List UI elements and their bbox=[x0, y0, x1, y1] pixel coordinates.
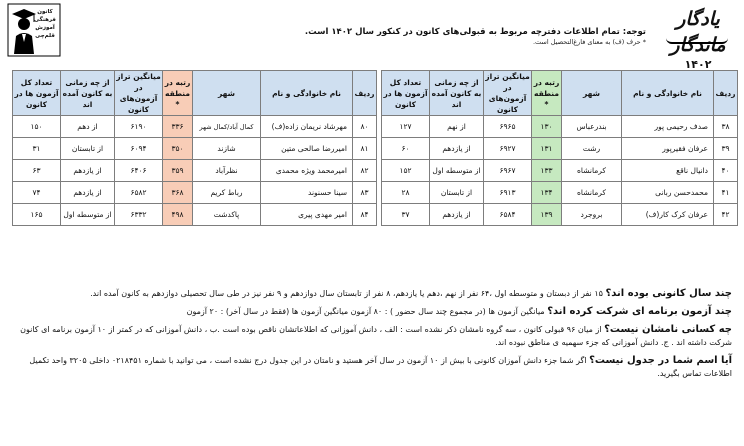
col-city: شهر bbox=[193, 71, 261, 116]
cell-since: از تابستان bbox=[430, 182, 484, 204]
cell-avg: ۶۰۹۴ bbox=[115, 138, 163, 160]
col-rank: رتبه در منطقه * bbox=[163, 71, 193, 116]
cell-city: کمال آباد/کمال شهر bbox=[193, 116, 261, 138]
table-row bbox=[382, 182, 738, 204]
notice-footnote: * حرف (ف) به معنای فارغ‌التحصیل است. bbox=[532, 38, 646, 46]
cell-rank: ۳۳۶ bbox=[163, 116, 193, 138]
cell-count: ۱۲۷ bbox=[382, 116, 430, 138]
logo-text: کانون فرهنگی آموزش قلم‌چی bbox=[34, 9, 56, 39]
cell-name: دانیال ناقع bbox=[622, 160, 714, 182]
col-count: تعداد کل آزمون ها در کانون bbox=[382, 71, 430, 116]
col-name: نام خانوادگی و نام bbox=[261, 71, 353, 116]
cell-count: ۱۵۰ bbox=[13, 116, 61, 138]
cell-row: ۴۱ bbox=[714, 182, 738, 204]
faq-item bbox=[12, 287, 732, 300]
table-row bbox=[382, 204, 738, 226]
cell-row: ۳۹ bbox=[714, 138, 738, 160]
cell-name: عرفان فقیرپور bbox=[622, 138, 714, 160]
cell-row: ۸۲ bbox=[353, 160, 377, 182]
cell-count: ۲۸ bbox=[382, 182, 430, 204]
notice-line: توجه: تمام اطلاعات دفترچه مربوط به قبولی‌های کانون در کنکور سال ۱۴۰۲ است. bbox=[304, 27, 646, 37]
cell-since: از یازدهم bbox=[61, 160, 115, 182]
cell-since: از نهم bbox=[430, 116, 484, 138]
cell-row: ۸۱ bbox=[353, 138, 377, 160]
faq-question: چند سال کانونی بوده اند؟ bbox=[605, 288, 732, 299]
cell-count: ۳۱ bbox=[13, 138, 61, 160]
faq-question: چند آزمون برنامه ای شرکت کرده اند؟ bbox=[547, 306, 732, 317]
cell-since: از تابستان bbox=[61, 138, 115, 160]
col-name: نام خانوادگی و نام bbox=[622, 71, 714, 116]
cell-avg: ۶۴۰۶ bbox=[115, 160, 163, 182]
col-city: شهر bbox=[562, 71, 622, 116]
cell-since: از متوسطه اول bbox=[61, 204, 115, 226]
cell-city: رشت bbox=[562, 138, 622, 160]
cell-avg: ۶۳۳۲ bbox=[115, 204, 163, 226]
cell-rank: ۳۶۸ bbox=[163, 182, 193, 204]
col-since: از چه زمانی به کانون آمده اند bbox=[61, 71, 115, 116]
header bbox=[0, 0, 744, 71]
cell-city: بروجرد bbox=[562, 204, 622, 226]
table-row bbox=[382, 116, 738, 138]
brand-year: ۱۴۰۲ bbox=[684, 58, 712, 71]
cell-count: ۱۶۵ bbox=[13, 204, 61, 226]
faq-question: آیا اسم شما در جدول نیست؟ bbox=[589, 355, 732, 366]
faq-answer: اگر شما جزء دانش آموزان کانونی با بیش از ۱۰ آزمون در سال آخر هستید و نامتان در این جدول درج نشده است ، می توانید با شماره ۰۲۱۸۴۵۱ داخلی ۳۲۰۵ واحد تکمیل اطلاعات تماس بگیرید. bbox=[29, 356, 732, 378]
cell-name: امیر مهدی پیری bbox=[261, 204, 353, 226]
cell-count: ۷۴ bbox=[13, 182, 61, 204]
cell-row: ۸۳ bbox=[353, 182, 377, 204]
cell-name: محمدحسن ربانی bbox=[622, 182, 714, 204]
cell-count: ۱۵۲ bbox=[382, 160, 430, 182]
cell-avg: ۶۱۹۰ bbox=[115, 116, 163, 138]
table-row bbox=[382, 160, 738, 182]
cell-avg: ۶۵۸۲ bbox=[115, 182, 163, 204]
notice bbox=[106, 26, 646, 47]
cell-row: ۳۸ bbox=[714, 116, 738, 138]
col-rank: رتبه در منطقه * bbox=[532, 71, 562, 116]
cell-name: امیررضا صالحی متین bbox=[261, 138, 353, 160]
cell-rank: ۱۳۳ bbox=[532, 160, 562, 182]
brand-logo bbox=[660, 6, 736, 71]
cell-avg: ۶۹۱۳ bbox=[484, 182, 532, 204]
cell-since: از دهم bbox=[61, 116, 115, 138]
faq-item bbox=[12, 354, 732, 380]
cell-since: از متوسطه اول bbox=[430, 160, 484, 182]
faq-section bbox=[12, 287, 732, 385]
cell-rank: ۳۵۹ bbox=[163, 160, 193, 182]
cell-rank: ۱۳۰ bbox=[532, 116, 562, 138]
cell-row: ۴۲ bbox=[714, 204, 738, 226]
cell-since: از یازدهم bbox=[61, 182, 115, 204]
cell-avg: ۶۹۲۷ bbox=[484, 138, 532, 160]
cell-since: از یازدهم bbox=[430, 204, 484, 226]
cell-city: شازند bbox=[193, 138, 261, 160]
cell-row: ۸۴ bbox=[353, 204, 377, 226]
cell-count: ۶۰ bbox=[382, 138, 430, 160]
cell-count: ۶۳ bbox=[13, 160, 61, 182]
cell-avg: ۶۹۶۷ bbox=[484, 160, 532, 182]
cell-city: کرمانشاه bbox=[562, 160, 622, 182]
cell-name: مهرشاد نریمان زاده(ف) bbox=[261, 116, 353, 138]
faq-question: چه کسانی نامشان نیست؟ bbox=[604, 324, 732, 335]
cell-avg: ۶۹۶۵ bbox=[484, 116, 532, 138]
faq-answer: ۱۵ نفر از دبستان و متوسطه اول ،۶۴ نفر از نهم ،دهم یا یازدهم، ۸ نفر از تابستان سال دوازدهم و ۹ نفر نیز در طی سال تحصیلی دوازدهم به کانون آمده اند. bbox=[90, 289, 606, 298]
cell-rank: ۱۳۴ bbox=[532, 182, 562, 204]
cell-rank: ۳۵۰ bbox=[163, 138, 193, 160]
col-count: تعداد کل آزمون ها در کانون bbox=[13, 71, 61, 116]
brand-title: یادگار ماندگار bbox=[670, 8, 726, 56]
table-row bbox=[13, 138, 377, 160]
col-avg: میانگین تراز در آزمون‌های کانون bbox=[485, 72, 530, 114]
table-row bbox=[13, 160, 377, 182]
cell-rank: ۱۳۹ bbox=[532, 204, 562, 226]
col-avg: میانگین تراز در آزمون‌های کانون bbox=[116, 72, 161, 114]
cell-name: امیرمحمد ویژه محمدی bbox=[261, 160, 353, 182]
cell-city: رباط کریم bbox=[193, 182, 261, 204]
right-results-table bbox=[381, 70, 738, 226]
cell-city: نظرآباد bbox=[193, 160, 261, 182]
cell-rank: ۱۳۱ bbox=[532, 138, 562, 160]
cell-avg: ۶۵۸۴ bbox=[484, 204, 532, 226]
left-results-table bbox=[12, 70, 377, 226]
cell-row: ۴۰ bbox=[714, 160, 738, 182]
cell-city: پاکدشت bbox=[193, 204, 261, 226]
cell-city: کرمانشاه bbox=[562, 182, 622, 204]
brand-swoosh bbox=[666, 38, 728, 44]
col-row: ردیف bbox=[353, 71, 377, 116]
cell-since: از یازدهم bbox=[430, 138, 484, 160]
cell-count: ۳۷ bbox=[382, 204, 430, 226]
table-row bbox=[382, 138, 738, 160]
cell-city: بندرعباس bbox=[562, 116, 622, 138]
table-header-row bbox=[382, 71, 738, 116]
table-header-row bbox=[13, 71, 377, 116]
cell-name: سینا حسنوند bbox=[261, 182, 353, 204]
faq-answer: میانگین آزمون ها (در مجموع چند سال حضور ) : ۸۰ آزمون میانگین آزمون ها (فقط در سال آخر) : ۲۰ آزمون bbox=[186, 307, 548, 316]
table-row bbox=[13, 204, 377, 226]
col-since: از چه زمانی به کانون آمده اند bbox=[430, 71, 484, 116]
cell-name: صدف رحیمی پور bbox=[622, 116, 714, 138]
faq-item bbox=[12, 323, 732, 349]
table-row bbox=[13, 182, 377, 204]
col-row: ردیف bbox=[714, 71, 738, 116]
cell-name: عرفان کرک کار(ف) bbox=[622, 204, 714, 226]
cell-row: ۸۰ bbox=[353, 116, 377, 138]
faq-answer: از میان ۹۶ قبولی کانون ، سه گروه نامشان ذکر نشده است : الف ، دانش آموزانی که اطلاعاتشان ناقص بوده است .ب ، دانش آموزانی که در کمتر از ۱۰ آزمون برنامه ای کانون شرکت داشته اند . ج. دانش آموزانی که جزء سهمیه ی مناطق نبوده اند. bbox=[20, 325, 732, 347]
cell-rank: ۴۹۸ bbox=[163, 204, 193, 226]
table-row bbox=[13, 116, 377, 138]
faq-item bbox=[12, 305, 732, 318]
